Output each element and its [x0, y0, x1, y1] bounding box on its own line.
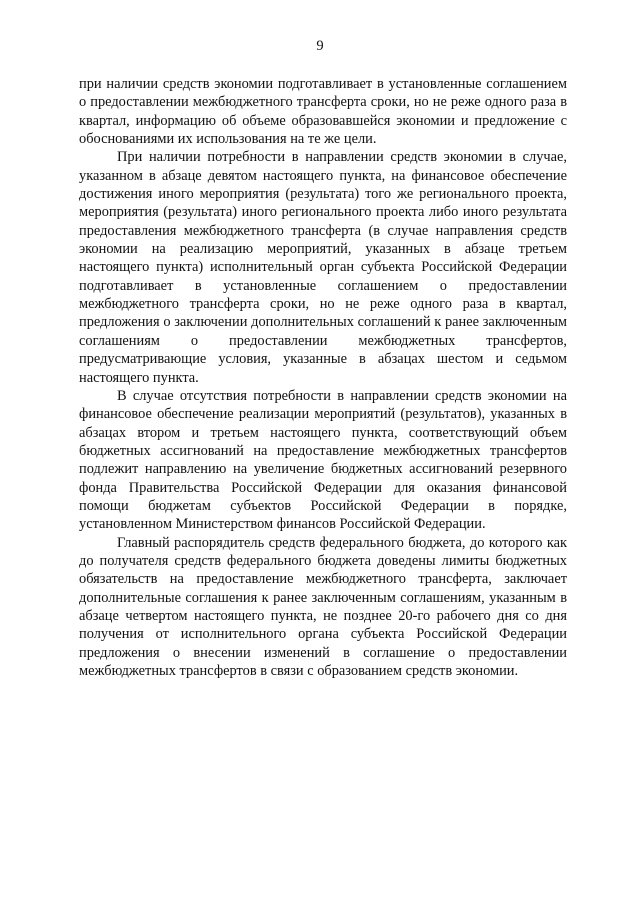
- paragraph-4: Главный распорядитель средств федерального бюджета, до которого как до получателя средств федерального бюджета доведены лимиты бюджетных обязательств на предоставление межбюджетного трансферта, заключает дополнительные соглашения к ранее заключенным соглашениям, указанным в абзаце четвертом настоящего пункта, не позднее 20-го рабочего дня со дня получения от исполнительного органа субъекта Российской Федерации предложения о внесении изменений в соглашение о предоставлении межбюджетных трансфертов в связи с образованием средств экономии.: [79, 534, 567, 679]
- paragraph-3: В случае отсутствия потребности в направлении средств экономии на финансовое обеспечение реализации мероприятий (результатов), указанных в абзацах втором и третьем настоящего пункта, соответствующий объем бюджетных ассигнований на предоставление межбюджетных трансфертов подлежит направлению на увеличение бюджетных ассигнований резервного фонда Правительства Российской Федерации для оказания финансовой помощи бюджетам субъектов Российской Федерации в порядке, установленном Министерством финансов Российской Федерации.: [79, 387, 567, 533]
- page-number: 9: [316, 38, 324, 54]
- document-body: [79, 75, 567, 680]
- paragraph-1: при наличии средств экономии подготавливает в установленные соглашением о предоставлении межбюджетного трансферта сроки, но не реже одного раза в квартал, информацию об объеме образовавшейся экономии и предложение с обоснованиями их использования на те же цели.: [79, 76, 567, 148]
- paragraph-2: При наличии потребности в направлении средств экономии в случае, указанном в абзаце девятом настоящего пункта, на финансовое обеспечение достижения иного мероприятия (результата) того же регионального проекта, мероприятия (результата) иного регионального проекта либо иного результата предоставления межбюджетного трансферта (в случае направления средств экономии на реализацию мероприятий, указанных в абзаце третьем настоящего пункта) исполнительный орган субъекта Российской Федерации подготавливает в установленные соглашением о предоставлении межбюджетного трансферта сроки, но не реже одного раза в квартал, предложения о заключении дополнительных соглашений к ранее заключенным соглашениям о предоставлении межбюджетных трансфертов, предусматривающие условия, указанные в абзацах шестом и седьмом настоящего пункта.: [79, 149, 567, 386]
